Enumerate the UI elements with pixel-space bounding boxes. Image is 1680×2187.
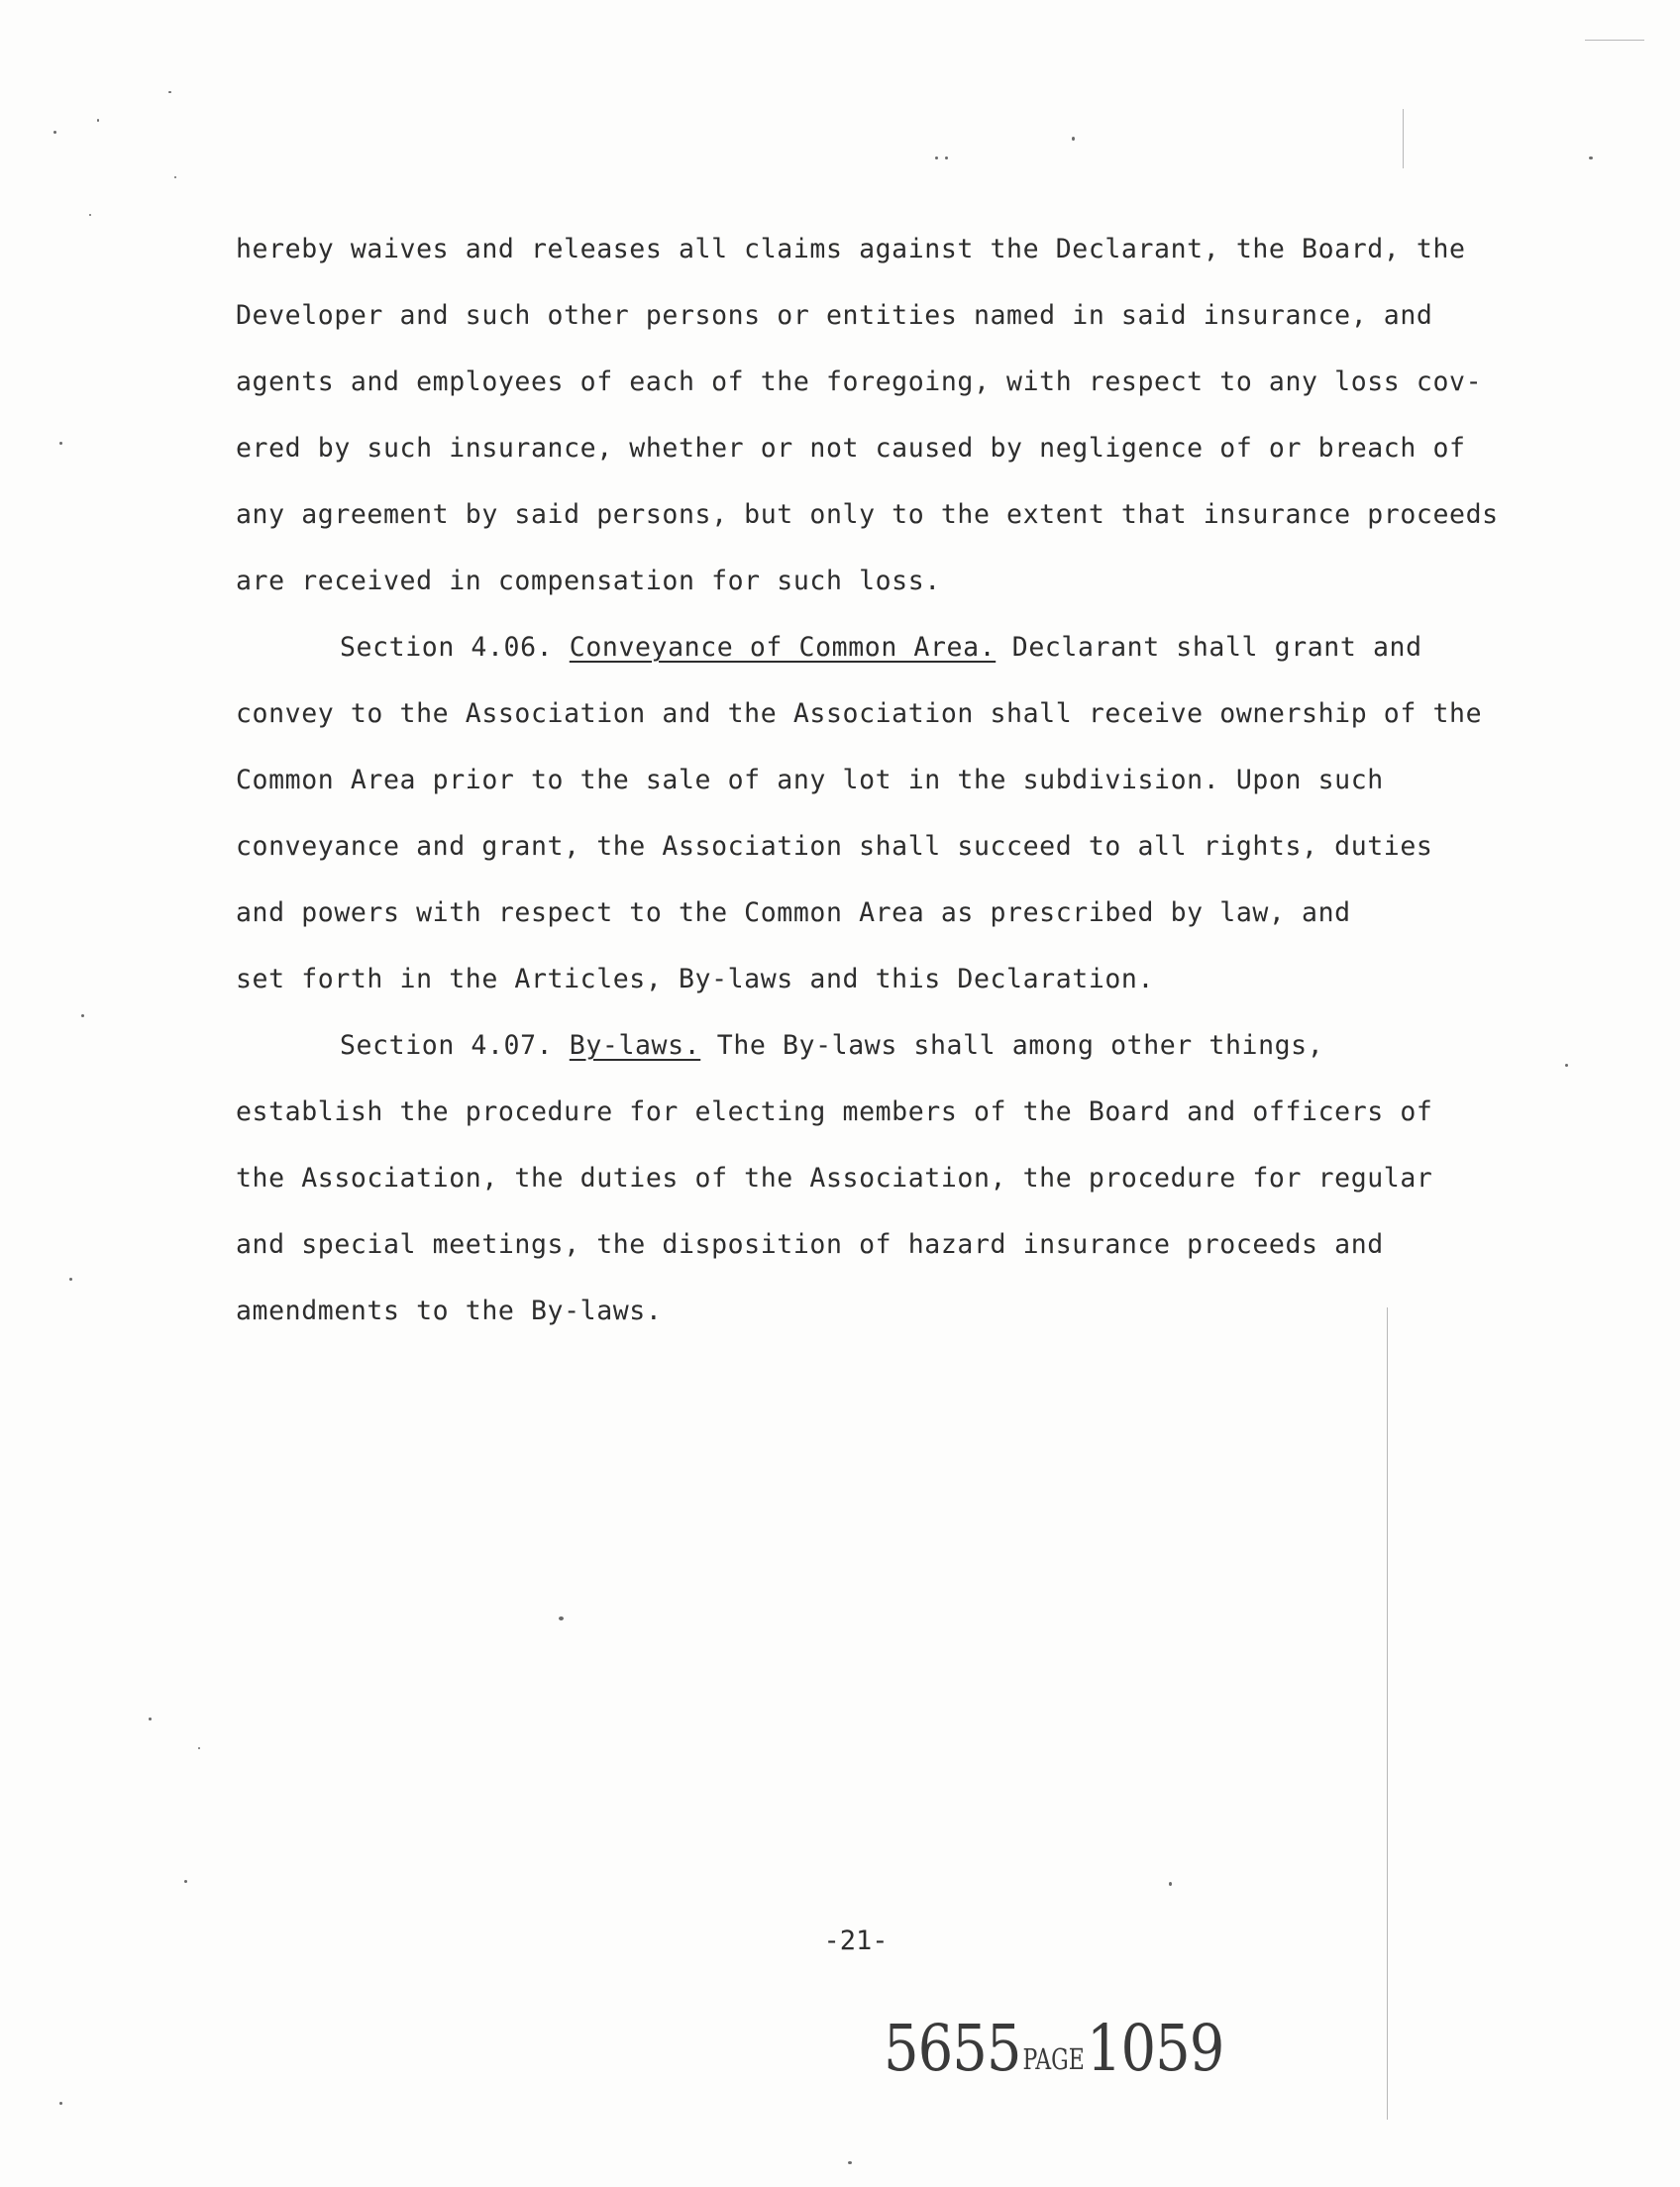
text-line: establish the procedure for electing members of the Board and officers of [236,1096,1433,1127]
scan-speck [559,1616,564,1620]
section-heading: By-laws. [569,1030,701,1061]
text-line: hereby waives and releases all claims against the Declarant, the Board, the [236,234,1466,264]
scan-speck [184,1880,187,1883]
text-line: and special meetings, the disposition of hazard insurance proceeds and [236,1229,1384,1260]
text-line: Developer and such other persons or entities named in said insurance, and [236,300,1433,331]
text-line: any agreement by said persons, but only to the extent that insurance proceeds [236,499,1499,530]
scan-speck [1169,1882,1172,1886]
scan-line [1387,1307,1388,2120]
scan-speck [945,156,948,159]
text-line: the Association, the duties of the Association, the procedure for regular [236,1163,1433,1194]
stamp-book-number: 5655 [884,2012,1021,2086]
scan-speck [53,131,56,134]
scan-line [1585,40,1644,41]
section-heading: Conveyance of Common Area. [569,632,997,663]
scan-speck [59,442,62,445]
scan-speck [149,1718,152,1720]
text-line: Common Area prior to the sale of any lot in the subdivision. Upon such [236,765,1384,795]
scan-speck [1565,1064,1568,1067]
scan-speck [97,119,99,122]
text-line: set forth in the Articles, By-laws and this Declaration. [236,964,1155,994]
section-number: Section 4.07. [340,1030,554,1061]
scan-speck [198,1747,200,1749]
text-line: are received in compensation for such loss. [236,566,941,596]
scan-speck [848,2161,852,2164]
scan-speck [69,1278,72,1281]
scan-line [1403,109,1404,168]
text-line: amendments to the By-laws. [236,1296,663,1326]
recording-stamp [884,2012,1224,2086]
scan-speck [935,156,938,159]
text-fragment: Declarant shall grant and [1011,632,1422,663]
scan-speck [81,1014,84,1017]
stamp-page-label: PAGE [1022,2044,1085,2077]
scan-speck [174,176,176,178]
text-line: conveyance and grant, the Association shall succeed to all rights, duties [236,831,1433,862]
scan-speck [1072,137,1075,141]
scan-speck [59,2102,62,2105]
text-line: convey to the Association and the Association shall receive ownership of the [236,698,1483,729]
scan-speck [1589,156,1593,159]
text-line: ered by such insurance, whether or not caused by negligence of or breach of [236,433,1466,464]
text-line: agents and employees of each of the foregoing, with respect to any loss cov- [236,366,1483,397]
section-407-first-line [236,1012,1563,1079]
text-line: and powers with respect to the Common Area as prescribed by law, and [236,897,1351,928]
scan-speck [89,214,91,216]
section-406-first-line [236,614,1563,680]
scan-speck [168,91,171,93]
page-number: -21- [823,1926,889,1956]
stamp-page-number: 1059 [1086,2012,1224,2086]
text-fragment: The By-laws shall among other things, [716,1030,1324,1061]
document-body [236,216,1563,1344]
section-number: Section 4.06. [340,632,554,663]
